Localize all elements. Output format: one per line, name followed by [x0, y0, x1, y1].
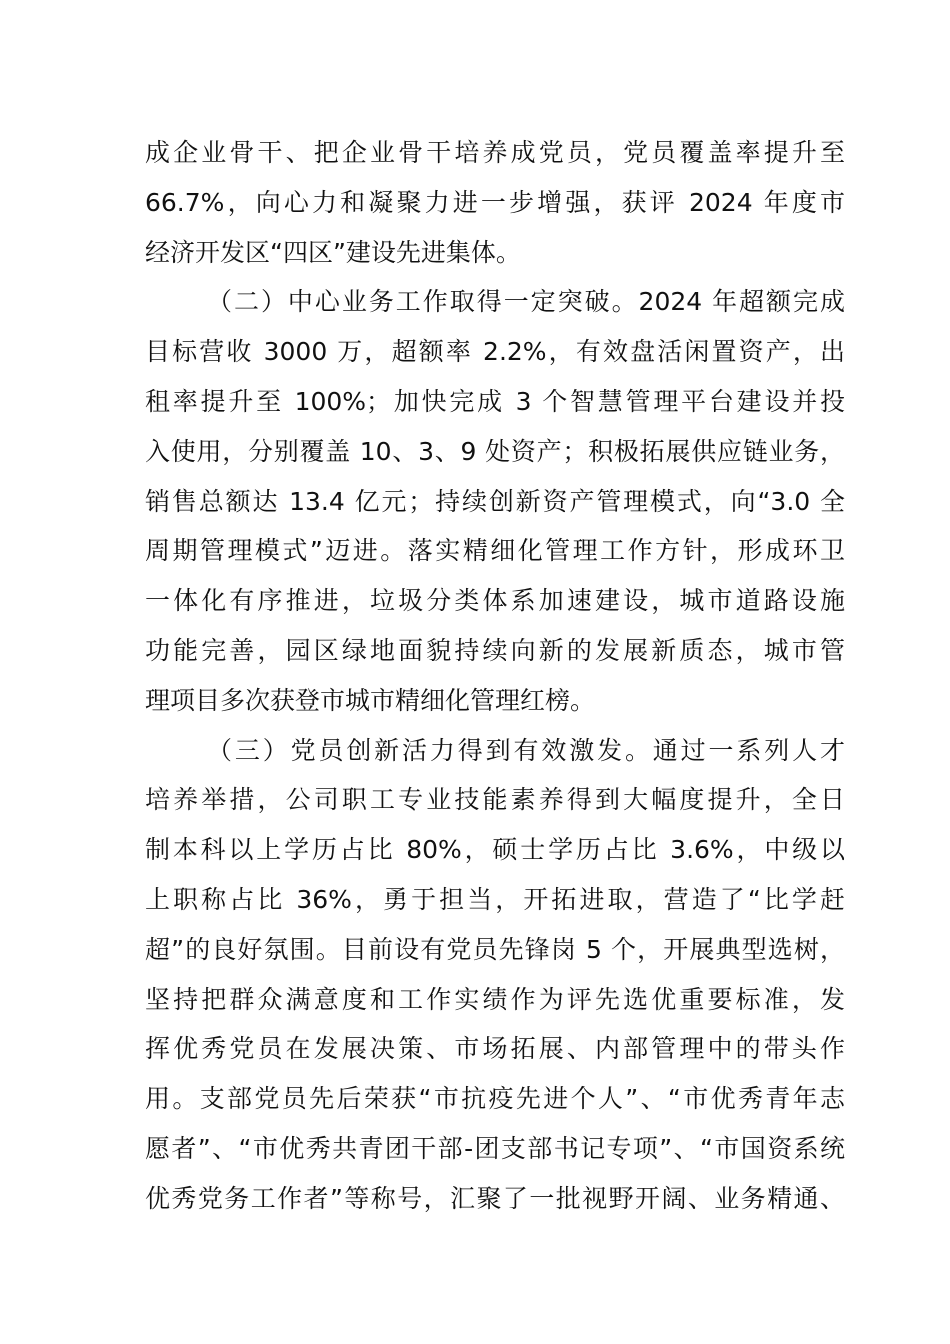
text-line: 愿者”、“市优秀共青团干部-团支部书记专项”、“市国资系统	[145, 1133, 845, 1163]
text-line: 理项目多次获登市城市精细化管理红榜。	[145, 685, 596, 715]
text-line: 用。支部党员先后荣获“市抗疫先进个人”、“市优秀青年志	[145, 1084, 845, 1114]
text-line: 66.7%，向心力和凝聚力进一步增强，获评 2024 年度市	[145, 187, 845, 217]
text-line: 周期管理模式”迈进。落实精细化管理工作方针，形成环卫	[145, 536, 845, 566]
text-line: 挥优秀党员在发展决策、市场拓展、内部管理中的带头作	[145, 1034, 845, 1064]
text-line: 销售总额达 13.4 亿元；持续创新资产管理模式，向“3.0 全	[145, 486, 845, 516]
text-line: 坚持把群众满意度和工作实绩作为评先选优重要标准，发	[145, 984, 845, 1014]
text-line: 一体化有序推进，垃圾分类体系加速建设，城市道路设施	[145, 586, 845, 616]
text-line: 制本科以上学历占比 80%，硕士学历占比 3.6%，中级以	[145, 835, 845, 865]
text-line: 成企业骨干、把企业骨干培养成党员，党员覆盖率提升至	[145, 138, 845, 167]
section-heading-line: （三）党员创新活力得到有效激发。通过一系列人才	[207, 735, 845, 765]
text-line: 经济开发区“四区”建设先进集体。	[145, 237, 521, 267]
text-line: 超”的良好氛围。目前设有党员先锋岗 5 个，开展典型选树，	[145, 934, 845, 964]
text-line: 租率提升至 100%；加快完成 3 个智慧管理平台建设并投	[145, 386, 845, 416]
text-line: 培养举措，公司职工专业技能素养得到大幅度提升，全日	[145, 785, 845, 815]
body-text	[145, 128, 845, 1224]
text-line: 优秀党务工作者”等称号，汇聚了一批视野开阔、业务精通、	[145, 1183, 845, 1213]
text-line: 功能完善，园区绿地面貌持续向新的发展新质态，城市管	[145, 635, 845, 665]
text-line: 上职称占比 36%，勇于担当，开拓进取，营造了“比学赶	[145, 884, 845, 914]
text-line: 目标营收 3000 万，超额率 2.2%，有效盘活闲置资产，出	[145, 337, 845, 367]
section-heading-line: （二）中心业务工作取得一定突破。2024 年超额完成	[207, 287, 845, 317]
text-line: 入使用，分别覆盖 10、3、9 处资产；积极拓展供应链业务，	[145, 436, 845, 466]
